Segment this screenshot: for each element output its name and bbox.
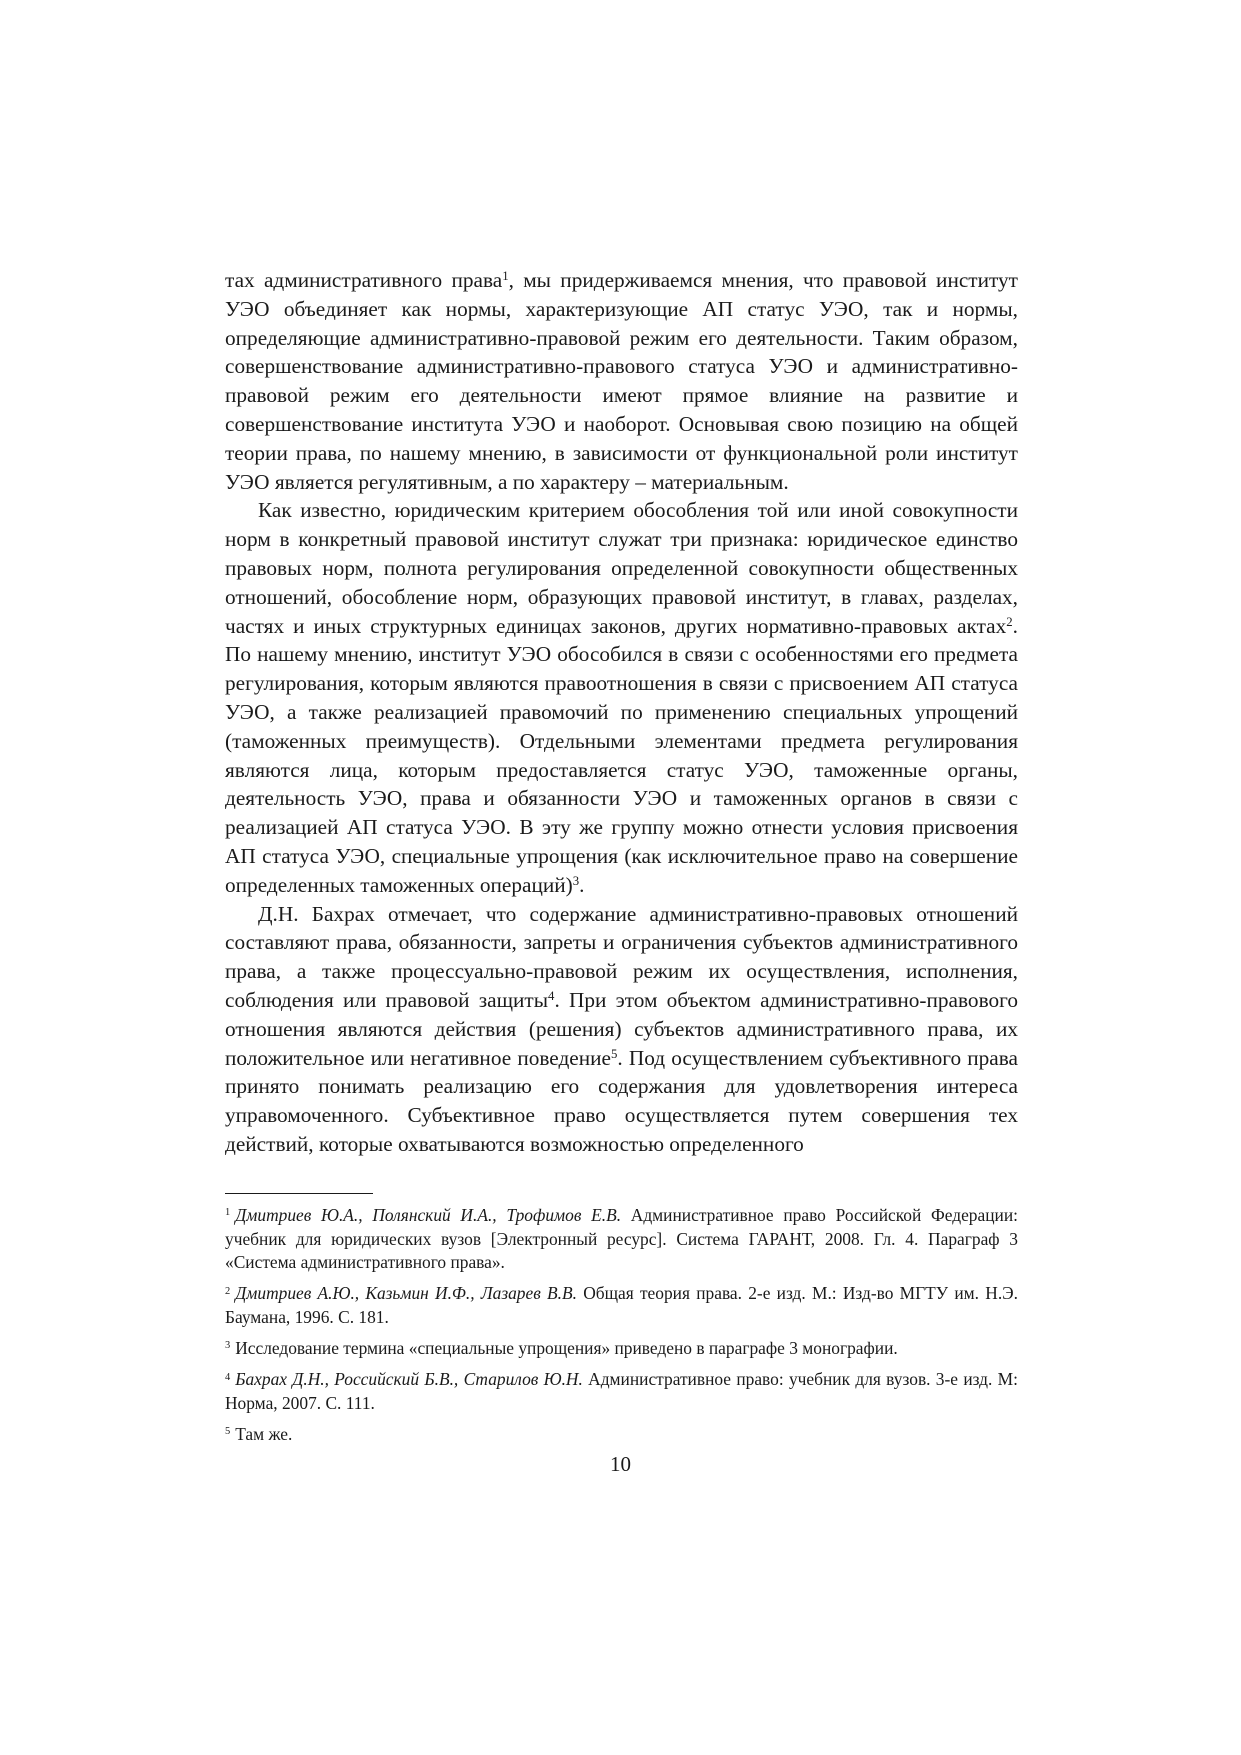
footnote-ref-4: 4 (548, 988, 555, 1003)
footnote-3 (225, 1337, 1018, 1361)
text-run: . По нашему мнению, институт УЭО обособился в связи с особенностями его предмета регулирования, которым являются правоотношения в связи с присвоением АП статуса УЭО, а также реализацией правомочий по применению специальных упрощений (таможенных преимуществ). Отдельными элементами предмета регулирования являются лица, которым предоставляется статус УЭО, таможенные органы, деятельность УЭО, права и обязанности УЭО и таможенных органов в связи с реализацией АП статуса УЭО. В эту же группу можно отнести условия присвоения АП статуса УЭО, специальные упрощения (как исключительное право на совершение определенных таможенных операций) (225, 613, 1018, 897)
footnote-text: Административное право Российской Федерации: учебник для юридических вузов [Электронный ресурс]. Система ГАРАНТ, 2008. Гл. 4. Параграф 3 «Система административного права». (225, 1205, 1018, 1273)
footnote-ref-2: 2 (1006, 614, 1013, 629)
footnote-1 (225, 1204, 1018, 1275)
footnote-number: 4 (225, 1371, 231, 1383)
text-run: . Под осуществлением субъективного права принято понимать реализацию его содержания для удовлетворения интереса управомоченного. Субъективное право осуществляется путем совершения тех действий, которые охватываются возможностью определенного (225, 1045, 1018, 1156)
footnote-authors: Бахрах Д.Н., Российский Б.В., Старилов Ю.Н. (235, 1369, 583, 1390)
footnote-number: 1 (225, 1207, 231, 1219)
footnote-text: Общая теория права. 2-е изд. М.: Изд-во МГТУ им. Н.Э. Баумана, 1996. С. 181. (225, 1283, 1018, 1327)
text-run: тах административного права (225, 268, 503, 292)
main-text (225, 266, 1018, 1159)
footnote-ref-3: 3 (572, 873, 580, 888)
paragraph-3 (225, 900, 1018, 1159)
footnote-number: 5 (225, 1426, 231, 1438)
footnote-separator (225, 1193, 373, 1194)
page-number: 10 (610, 1452, 631, 1476)
text-run: . При этом объектом административно-правового отношения являются действия (решения) субъектов административного права, их положительное или негативное поведение (225, 987, 1018, 1070)
footnote-authors: Дмитриев А.Ю., Казьмин И.Ф., Лазарев В.В. (235, 1283, 577, 1304)
footnote-text: Административное право: учебник для вузов. 3-е изд. М: Норма, 2007. С. 111. (225, 1369, 1018, 1413)
footnotes (225, 1204, 1018, 1454)
paragraph-1 (225, 266, 1018, 496)
footnote-5 (225, 1423, 1018, 1447)
text-run: . (579, 872, 585, 897)
footnote-number: 3 (225, 1340, 231, 1352)
footnote-2 (225, 1282, 1018, 1329)
footnote-ref-1: 1 (502, 268, 509, 283)
footnote-number: 2 (225, 1285, 231, 1297)
text-run: , мы придерживаемся мнения, что правовой институт УЭО объединяет как нормы, характеризующие АП статус УЭО, так и нормы, определяющие административно-правовой режим его деятельности. Таким образом, совершенствование административно-правового статуса УЭО и административно-правовой режим его деятельности имеют прямое влияние на развитие и совершенствование института УЭО и наоборот. Основывая свою позицию на общей теории права, по нашему мнению, в зависимости от функциональной роли институт УЭО является регулятивным, а по характеру – материальным. (225, 268, 1018, 494)
footnote-4 (225, 1368, 1018, 1415)
footnote-ref-5: 5 (611, 1046, 618, 1061)
paragraph-2 (225, 496, 1018, 899)
text-run: Д.Н. Бахрах отмечает, что содержание административно-правовых отношений составляют права, обязанности, запреты и ограничения субъектов административного права, а также процессуально-правовой режим их осуществления, исполнения, соблюдения или правовой защиты (225, 901, 1018, 1012)
footnote-text: Исследование термина «специальные упрощения» приведено в параграфе 3 монографии. (235, 1338, 898, 1359)
text-run: Как известно, юридическим критерием обособления той или иной совокупности норм в конкретный правовой институт служат три признака: юридическое единство правовых норм, полнота регулирования определенной совокупности общественных отношений, обособление норм, образующих правовой институт, в главах, разделах, частях и иных структурных единицах законов, других нормативно-правовых актах (225, 498, 1018, 638)
footnote-authors: Дмитриев Ю.А., Полянский И.А., Трофимов Е.В. (235, 1205, 622, 1225)
footnote-text: Там же. (235, 1424, 293, 1445)
